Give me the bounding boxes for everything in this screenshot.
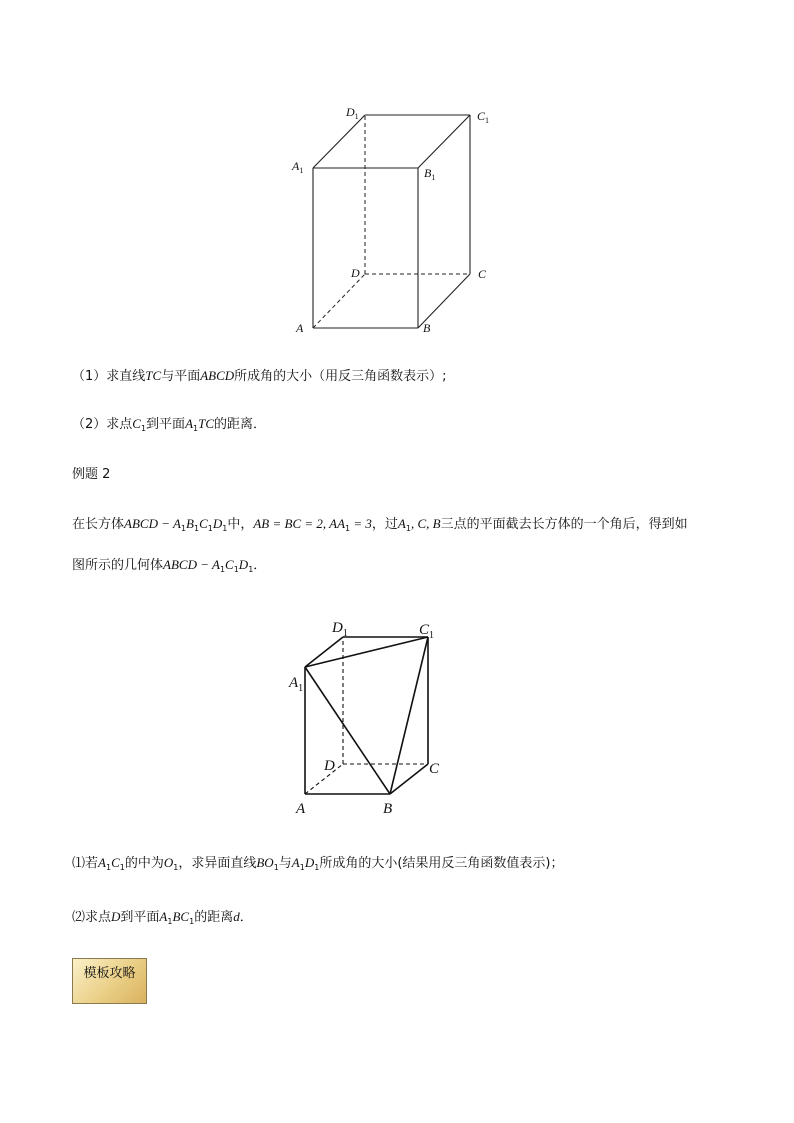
label-B1: $B_1$ [424, 166, 436, 182]
question-1-part-2: （2）求点$C_1$到平面$A_1TC$的距离． [72, 416, 267, 433]
label-B: B [383, 801, 393, 817]
label-C: C [478, 267, 487, 281]
edge-B1-C1 [418, 115, 470, 168]
example-title: 例题 2 [72, 467, 111, 482]
edge-A-D [313, 274, 365, 328]
edge-B-C [418, 274, 470, 328]
label-C: C [429, 761, 440, 777]
figure-2-truncated-cuboid [280, 612, 460, 822]
edge-A1-D1 [313, 115, 365, 168]
example-statement-line-2: 图所示的几何体ABCD − $A_1C_1D_1$． [72, 557, 267, 574]
template-strategy-label: 模板攻略 [83, 966, 136, 981]
label-C1: $C_1$ [477, 109, 490, 125]
edge-B-C1 [390, 637, 428, 794]
label-A1: $A_1$ [292, 159, 304, 175]
question-2-part-1: ⑴若$A_1C_1$的中为$O_1$，求异面直线$BO_1$与$A_1D_1$所成角的大小(结果用反三角函数值表示)； [72, 855, 564, 872]
figure-1-cuboid [280, 95, 510, 345]
label-A: A [296, 321, 304, 335]
template-strategy-badge [72, 958, 147, 1004]
edge-A1-B [305, 667, 390, 794]
label-D1: $D_1$ [346, 105, 359, 121]
question-1-part-1: （1）求直线TC与平面ABCD所成角的大小（用反三角函数表示）; [72, 368, 447, 384]
label-D: D [351, 266, 360, 280]
label-A1: $A_1$ [289, 675, 304, 694]
question-2-part-2: ⑵求点D到平面$A_1BC_1$的距离d． [72, 909, 253, 926]
example-statement-line-1: 在长方体ABCD − $A_1B_1C_1D_1$中，AB = BC = 2, $AA_1 = 3$，过$A_1$, C, B三点的平面截去长方体的一个角后，得到如 [72, 516, 688, 533]
label-C1: $C_1$ [419, 622, 435, 641]
label-D1: $D_1$ [332, 620, 348, 639]
label-B: B [423, 321, 431, 335]
label-A: A [296, 801, 306, 817]
label-D: D [324, 758, 335, 774]
